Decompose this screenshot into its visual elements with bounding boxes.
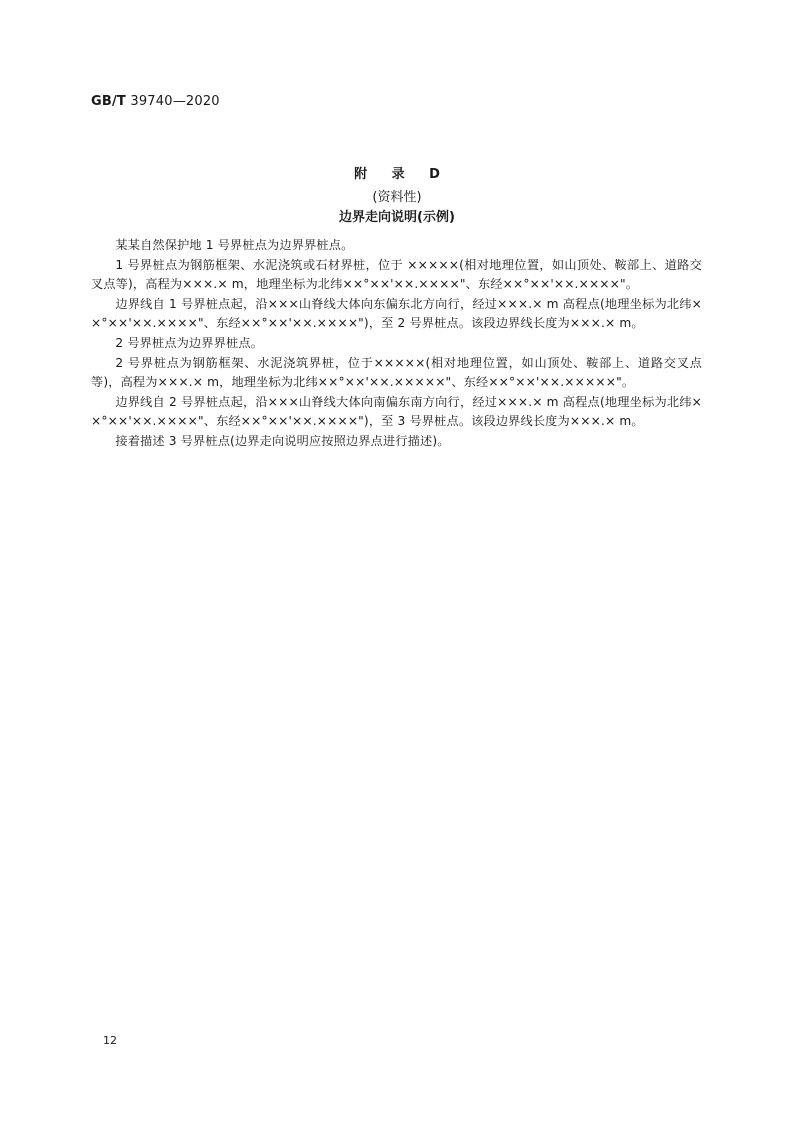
paragraph: 2 号界桩点为钢筋框架、水泥浇筑界桩，位于×××××(相对地理位置，如山顶处、鞍部上、道路交叉点等)，高程为×××.× m，地理坐标为北纬××°××'××.×××××"、东经××°××'××.×××××"。	[91, 355, 702, 390]
paragraph: 某某自然保护地 1 号界桩点为边界界桩点。	[115, 238, 354, 252]
standard-number: 39740—2020	[130, 94, 220, 109]
paragraph: 2 号界桩点为边界界桩点。	[115, 335, 264, 350]
paragraph: 边界线自 1 号界桩点起，沿×××山脊线大体向东偏东北方向行，经过×××.× m 高程点(地理坐标为北纬××°××'××.××××"、东经××°××'××.××××")，至 2 号界桩点。该段边界线长度为×××.× m。	[91, 296, 702, 331]
paragraph: 1 号界桩点为钢筋框架、水泥浇筑或石材界桩，位于 ×××××(相对地理位置，如山顶处、鞍部上、道路交叉点等)，高程为×××.× m，地理坐标为北纬××°××'××.××××"、东经××°××'××.××××"。	[91, 257, 702, 292]
appendix-nature: (资料性)	[372, 190, 422, 205]
appendix-body	[91, 236, 702, 452]
paragraph: 边界线自 2 号界桩点起，沿×××山脊线大体向南偏东南方向行，经过×××.× m 高程点(地理坐标为北纬××°××'××.××××"、东经××°××'××.××××")，至 3 号界桩点。该段边界线长度为×××.× m。	[91, 394, 702, 429]
standard-prefix: GB/T	[91, 94, 126, 109]
standard-code	[91, 94, 220, 109]
appendix-title: 边界走向说明(示例)	[339, 210, 455, 225]
appendix-label: 附 录 D	[354, 167, 450, 182]
page-number: 12	[103, 1034, 117, 1047]
paragraph: 接着描述 3 号界桩点(边界走向说明应按照边界点进行描述)。	[115, 433, 450, 448]
